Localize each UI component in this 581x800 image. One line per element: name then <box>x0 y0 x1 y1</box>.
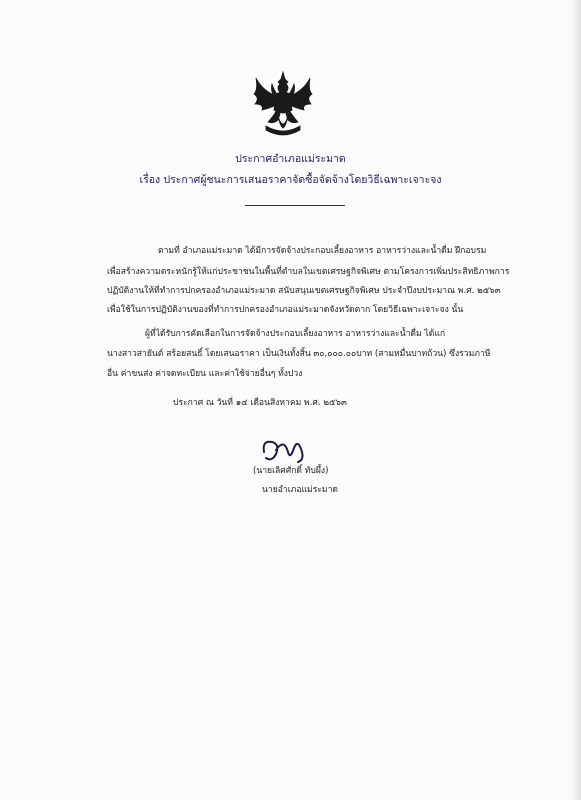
paragraph-1-line-1: ตามที่ อำเภอแม่ระมาด ได้มีการจัดจ้างประกอบเลี้ยงอาหาร อาหารว่างและน้ำดื่ม ฝึกอบรม <box>158 246 487 256</box>
paragraph-1-line-4: เพื่อใช้ในการปฏิบัติงานของที่ทำการปกครองอำเภอแม่ระมาดจังหวัดตาก โดยวิธีเฉพาะเจาะจง นั้น <box>107 305 464 315</box>
announcement-date: ประกาศ ณ วันที่ ๑๔ เดือนสิงหาคม พ.ศ. ๒๕๖๓ <box>173 398 347 408</box>
signer-title: นายอำเภอแม่ระมาด <box>262 485 338 495</box>
paragraph-1-line-3: ปฏิบัติงานให้ที่ทำการปกครองอำเภอแม่ระมาด สนับสนุนเขตเศรษฐกิจพิเศษ ประจำปีงบประมาณ พ.ศ. ๒๕๖๓ <box>107 286 501 296</box>
paragraph-2-line-2: นางสาวสายันต์ สร้อยสนธิ์ โดยเสนอราคา เป็นเงินทั้งสิ้น ๓๐,๐๐๐.๐๐บาท (สามหมื่นบาทถ้วน) ซึ่งรวมภาษี <box>107 349 491 359</box>
announcement-heading: ประกาศอำเภอแม่ระมาด <box>235 153 346 165</box>
page-edge-shadow <box>571 0 581 800</box>
signer-name: (นายเลิศศักดิ์ ทับผึ้ง) <box>253 466 329 476</box>
paragraph-2-line-1: ผู้ที่ได้รับการคัดเลือกในการจัดจ้างประกอบเลี้ยงอาหาร อาหารว่างและน้ำดื่ม ได้แก่ <box>145 329 446 339</box>
divider-line <box>245 205 345 206</box>
garuda-emblem-icon <box>252 70 314 142</box>
announcement-subject: เรื่อง ประกาศผู้ชนะการเสนอราคาจัดซื้อจัดจ้างโดยวิธีเฉพาะเจาะจง <box>139 174 442 186</box>
paragraph-2-line-3: อื่น ค่าขนส่ง ค่าจดทะเบียน และค่าใช้จ่ายอื่นๆ ทั้งปวง <box>107 369 303 379</box>
paragraph-1-line-2: เพื่อสร้างความตระหนักรู้ให้แก่ประชาชนในพื้นที่ตำบลในเขตเศรษฐกิจพิเศษ ตามโครงการเพิ่มประสิทธิภาพการ <box>107 267 510 277</box>
